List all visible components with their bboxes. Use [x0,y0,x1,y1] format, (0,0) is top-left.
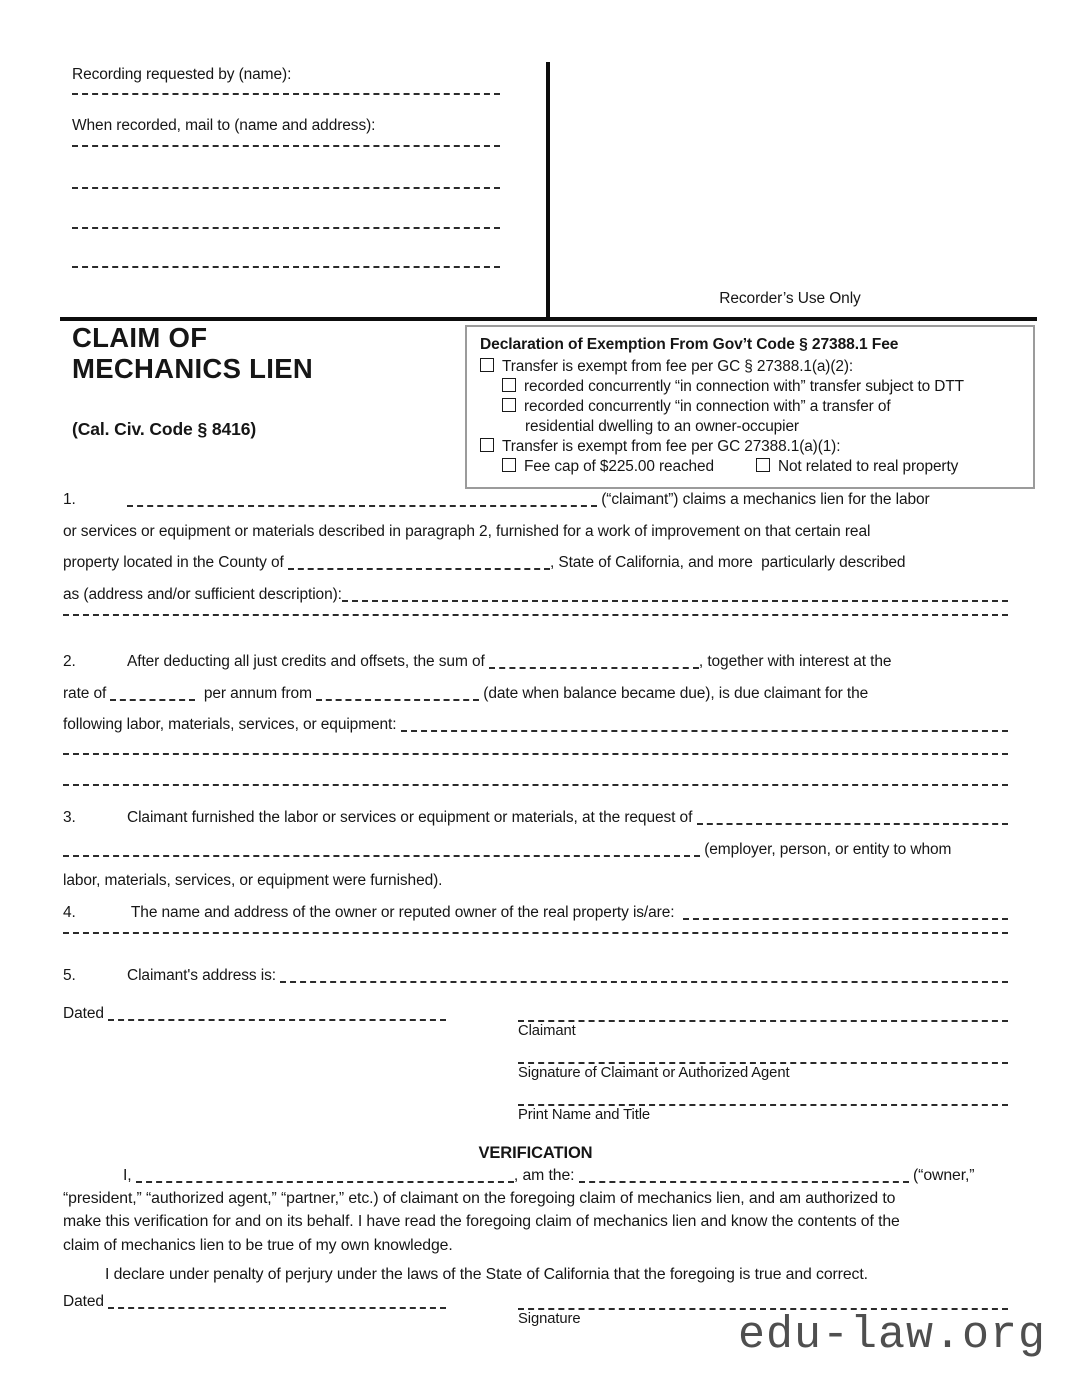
header-vertical-rule [546,62,550,317]
paragraph-1-line-1: 1. (“claimant”) claims a mechanics lien for the labor [63,484,1008,516]
verifier-name-blank[interactable] [136,1180,514,1183]
request-of-blank-2[interactable] [63,854,700,857]
paragraph-4-line-2 [63,928,1008,960]
page-title-line1: CLAIM OF [72,322,208,353]
print-name-blank[interactable] [518,1088,1008,1106]
verification-line-4: claim of mechanics lien to be true of my own knowledge. [63,1236,453,1254]
dated-blank[interactable] [108,1018,446,1021]
form-body [63,484,1008,992]
dated-row [63,1004,446,1024]
claimant-label: Claimant [518,1023,576,1039]
exemption-a2-label: Transfer is exempt from fee per GC § 27388.1(a)(2): [502,358,854,375]
signature-agent-label: Signature of Claimant or Authorized Agent [518,1065,790,1081]
owner-name-address-blank-1[interactable] [683,917,1008,920]
paragraph-1-number: 1. [63,491,76,508]
verifier-title-blank[interactable] [579,1180,909,1183]
exemption-declaration-box [465,325,1035,489]
paragraph-2-line-1: 2. After deducting all just credits and offsets, the sum of , together with interest at the [63,646,1008,678]
page-title [72,322,313,384]
interest-rate-blank[interactable] [110,698,195,701]
county-blank[interactable] [288,567,550,570]
edu-law-watermark: edu-law.org [738,1310,1047,1361]
footer-signature-label: Signature [518,1311,581,1327]
residential-transfer-label-line1: recorded concurrently “in connection with” a transfer of [524,397,891,415]
claimant-blank[interactable] [518,1004,1008,1022]
verification-line-1: I, , am the: (“owner,” [123,1167,975,1184]
paragraph-4-number: 4. [63,903,76,921]
owner-name-address-blank-2[interactable] [63,931,1008,934]
balance-due-date-blank[interactable] [316,698,479,701]
paragraph-5-number: 5. [63,966,76,984]
request-of-blank-1[interactable] [697,822,1009,825]
property-description-blank-2[interactable] [63,613,1008,616]
dated-label: Dated [63,1005,109,1022]
exemption-a2-checkbox[interactable] [480,358,494,372]
footer-signature-blank[interactable] [518,1292,1008,1310]
paragraph-2-line-2: rate of per annum from (date when balance became due), is due claimant for the [63,684,869,702]
page-title-line2: MECHANICS LIEN [72,353,314,384]
paragraph-5-line-1: 5. Claimant's address is: [63,960,1008,992]
signature-agent-blank[interactable] [518,1046,1008,1064]
claimant-signature-entry [518,1004,1008,1041]
perjury-declaration: I declare under penalty of perjury under the laws of the State of California that the foregoing is true and correct. [105,1265,868,1283]
mail-address-blank-2[interactable] [72,186,500,189]
paragraph-1-line-4: as (address and/or sufficient description): [63,579,1008,611]
paragraph-2-number: 2. [63,652,76,670]
exemption-a1-label: Transfer is exempt from fee per GC 27388.1(a)(1): [502,437,841,455]
mail-to-label: When recorded, mail to (name and address): [72,117,376,134]
verification-section [63,1142,1008,1286]
property-description-blank-1[interactable] [342,599,1008,602]
claimant-address-blank[interactable] [280,980,1008,983]
labor-description-blank-2[interactable] [63,752,1008,755]
sum-blank[interactable] [489,666,699,669]
paragraph-3-line-2: (employer, person, or entity to whom [63,834,1008,866]
labor-description-blank-1[interactable] [401,729,1008,732]
fee-cap-checkbox[interactable] [502,458,516,472]
footer-dated-label: Dated [63,1293,109,1310]
paragraph-3-line-3: labor, materials, services, or equipment were furnished). [63,872,443,890]
code-reference: (Cal. Civ. Code § 8416) [72,419,257,439]
dtt-transfer-label: recorded concurrently “in connection with” transfer subject to DTT [524,377,964,395]
verification-line-2: “president,” “authorized agent,” “partner,” etc.) of claimant on the foregoing claim of mechanics lien, and am authorized to [63,1190,896,1208]
signature-section [63,1004,1008,1130]
not-real-property-label: Not related to real property [777,457,959,475]
exemption-box-title: Declaration of Exemption From Gov’t Code § 27388.1 Fee [480,336,899,353]
not-real-property-checkbox[interactable] [756,458,770,472]
claimant-name-blank[interactable] [127,504,597,507]
recorder-use-only-label: Recorder’s Use Only [719,290,861,307]
paragraph-1-line-5 [63,610,1008,642]
print-name-entry [518,1088,1008,1125]
recording-name-blank[interactable] [72,92,500,95]
agent-signature-entry [518,1046,1008,1083]
dtt-transfer-checkbox[interactable] [502,378,516,392]
header-divider-line [60,317,1037,321]
residential-transfer-label-line2: residential dwelling to an owner-occupier [525,417,799,435]
paragraph-3-number: 3. [63,808,76,826]
recording-requested-label: Recording requested by (name): [72,66,292,83]
mail-address-blank-4[interactable] [72,265,500,268]
paragraph-4-line-1: 4. The name and address of the owner or reputed owner of the real property is/are: [63,897,1008,929]
paragraph-1-line-2: or services or equipment or materials described in paragraph 2, furnished for a work of improvement on that certain real [63,522,871,540]
verification-heading: VERIFICATION [478,1144,593,1162]
labor-description-blank-3[interactable] [63,783,1008,786]
fee-cap-label: Fee cap of $225.00 reached [524,457,714,475]
paragraph-2-line-3: following labor, materials, services, or equipment: [63,709,1008,741]
residential-transfer-checkbox[interactable] [502,398,516,412]
exemption-a1-checkbox[interactable] [480,438,494,452]
mail-address-blank-1[interactable] [72,144,500,147]
paragraph-2-line-4 [63,749,1008,781]
verification-line-3: make this verification for and on its behalf. I have read the foregoing claim of mechanics lien and know the contents of the [63,1213,900,1231]
print-name-label: Print Name and Title [518,1107,651,1123]
footer-dated-row [63,1292,446,1312]
mail-address-blank-3[interactable] [72,226,500,229]
footer-dated-blank[interactable] [108,1306,446,1309]
paragraph-3-line-1: 3. Claimant furnished the labor or services or equipment or materials, at the request of [63,802,1008,834]
paragraph-1-line-3: property located in the County of , State of California, and more particularly described [63,554,906,572]
